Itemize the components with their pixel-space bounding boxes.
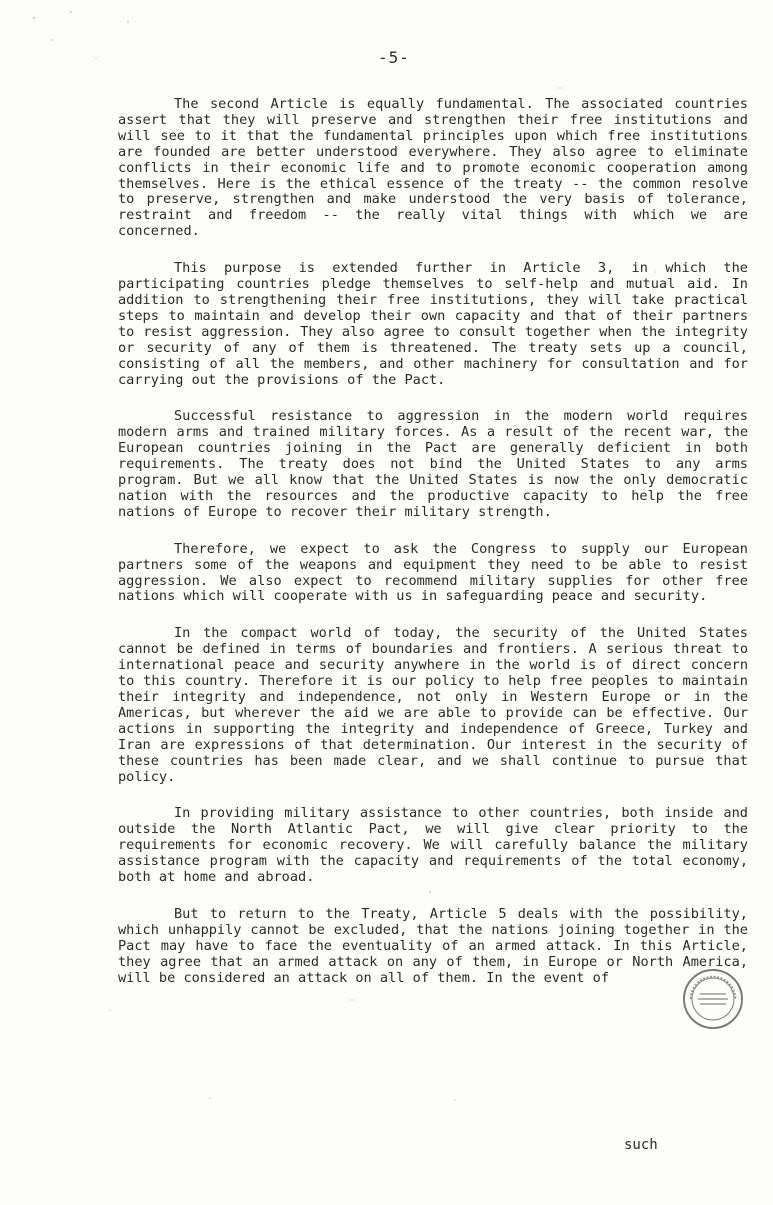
paragraph-gap: [118, 886, 748, 907]
paragraph-gap: [118, 521, 748, 542]
paragraph-military-assistance: In providing military assistance to other countries, both inside and outside the North Atlantic Pact, we will give clear priority to the requirements for economic recovery. We will carefully balance the military assistance program with the capacity and requirements of the total economy, both at home and abroad.: [118, 805, 748, 886]
catchword: such: [624, 1137, 658, 1153]
paragraph-military-forces: Successful resistance to aggression in the modern world requires modern arms and trained military forces. As a result of the recent war, the European countries joining in the Pact are generally deficient in both requirements. The treaty does not bind the United States to any arms program. But we all know that the United States is now the only democratic nation with the resources and the productive capacity to help the free nations of Europe to recover their military strength.: [118, 408, 748, 520]
paragraph-compact-world: In the compact world of today, the security of the United States cannot be defined in terms of boundaries and frontiers. A serious threat to international peace and security anywhere in the world is of direct concern to this country. Therefore it is our policy to help free peoples to maintain their integrity and independence, not only in Western Europe or in the Americas, but wherever the aid we are able to provide can be effective. Our actions in supporting the integrity and independence of Greece, Turkey and Iran are expressions of that determination. Our interest in the security of these countries has been made clear, and we shall continue to pursue that policy.: [118, 625, 748, 785]
paragraph-congress-supply: Therefore, we expect to ask the Congress to supply our European partners some of the weapons and equipment they need to be able to resist aggression. We also expect to recommend military supplies for other free nations which will cooperate with us in safeguarding peace and security.: [118, 540, 748, 605]
paragraph-gap: [118, 388, 748, 409]
paragraph-article-3: This purpose is extended further in Article 3, in which the participating countries pledge themselves to self-help and mutual aid. In addition to strengthening their free institutions, they will take practical steps to maintain and develop their own capacity and that of their partners to resist aggression. They also agree to consult together when the integrity or security of any of them is threatened. The treaty sets up a council, consisting of all the members, and other machinery for consultation and for carrying out the provisions of the Pact.: [118, 260, 748, 388]
page-number: -5-: [378, 48, 410, 67]
paragraph-article-2: The second Article is equally fundamental. The associated countries assert that they will preserve and strengthen their free institutions and will see to it that the fundamental principles upon which free institutions are founded are better understood everywhere. They also agree to eliminate conflicts in their economic life and to promote economic cooperation among themselves. Here is the ethical essence of the treaty -- the common resolve to preserve, strengthen and make understood the very basis of tolerance, restraint and freedom -- the really vital things with which we are concerned.: [118, 96, 748, 240]
body-text: [118, 97, 748, 987]
paragraph-gap: [118, 785, 748, 806]
paragraph-gap: [118, 605, 748, 626]
paragraph-gap: [118, 240, 748, 261]
paragraph-article-5: But to return to the Treaty, Article 5 deals with the possibility, which unhappily cannot be excluded, that the nations joining together in the Pact may have to face the eventuality of an armed attack. In this Article, they agree that an armed attack on any of them, in Europe or North America, will be considered an attack on all of them. In the event of: [118, 905, 748, 986]
archive-stamp-icon: [682, 968, 744, 1030]
